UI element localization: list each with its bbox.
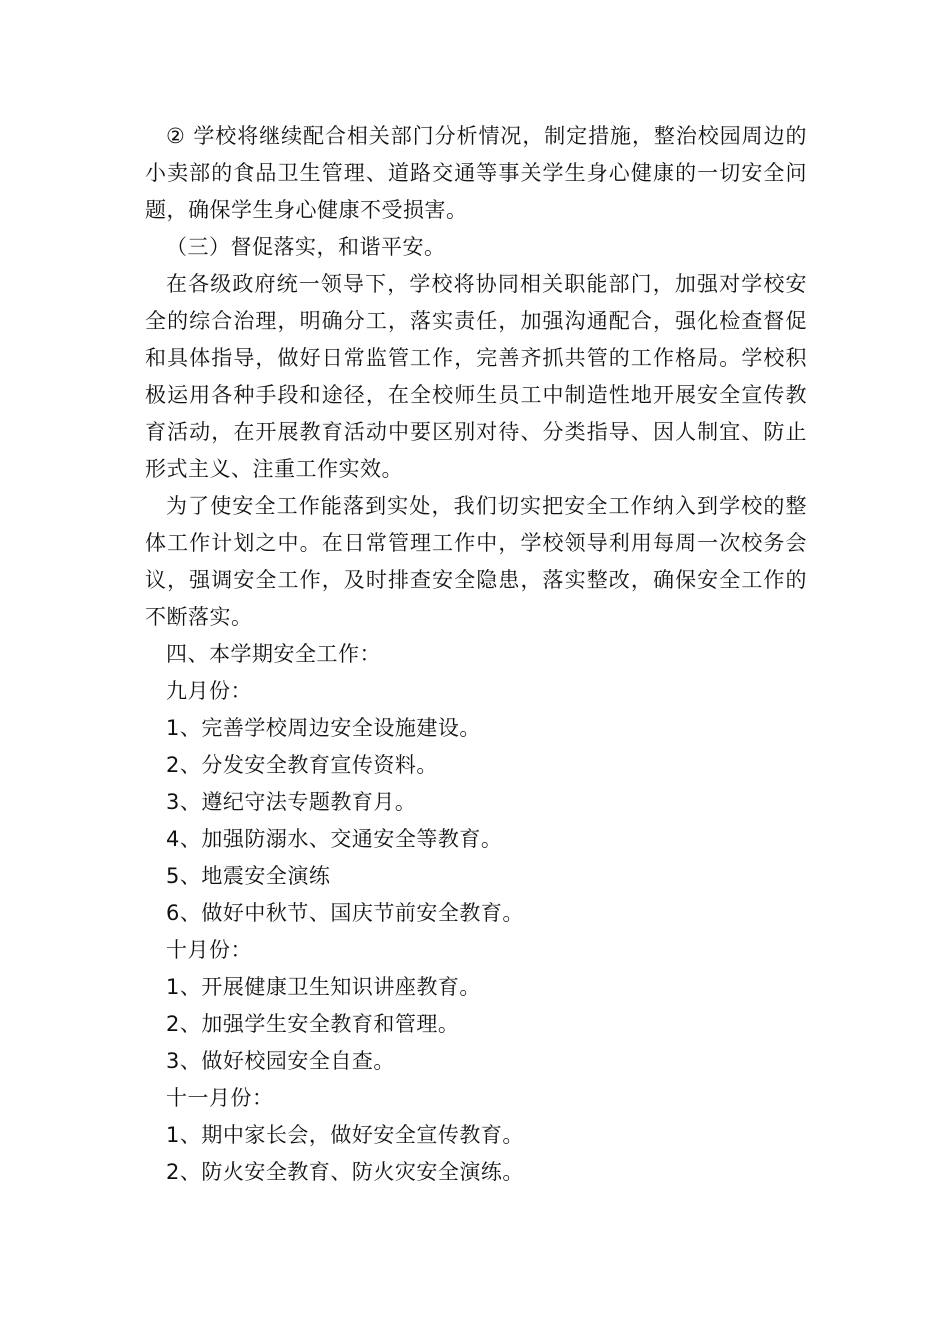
month-label-october: 十月份： (166, 938, 252, 962)
list-item: 2、加强学生安全教育和管理。 (166, 1012, 460, 1036)
paragraph-implementation: 为了使安全工作能落到实处，我们切实把安全工作纳入到学校的整体工作计划之中。在日常管理工作中，学校领导利用每周一次校务会议，强调安全工作，及时排查安全隐患，落实整改，确保安全工作的不断落实。 (145, 494, 807, 629)
list-item: 3、遵纪守法专题教育月。 (166, 790, 417, 814)
subheading-supervise: （三）督促落实，和谐平安。 (166, 235, 446, 259)
document-body (145, 118, 807, 1191)
list-item: 6、做好中秋节、国庆节前安全教育。 (166, 901, 524, 925)
list-item: 3、做好校园安全自查。 (166, 1049, 395, 1073)
list-item: 1、开展健康卫生知识讲座教育。 (166, 975, 481, 999)
paragraph-campus-surroundings: ② 学校将继续配合相关部门分析情况，制定措施，整治校园周边的小卖部的食品卫生管理、道路交通等事关学生身心健康的一切安全问题，确保学生身心健康不受损害。 (145, 124, 807, 222)
month-label-november: 十一月份： (166, 1086, 274, 1110)
paragraph-governance: 在各级政府统一领导下，学校将协同相关职能部门，加强对学校安全的综合治理，明确分工，落实责任，加强沟通配合，强化检查督促和具体指导，做好日常监管工作，完善齐抓共管的工作格局。学校积极运用各种手段和途径，在全校师生员工中制造性地开展安全宣传教育活动，在开展教育活动中要区别对待、分类指导、因人制宜、防止形式主义、注重工作实效。 (145, 272, 807, 481)
list-item: 5、地震安全演练 (166, 864, 331, 888)
month-label-september: 九月份： (166, 679, 252, 703)
list-item: 2、分发安全教育宣传资料。 (166, 753, 438, 777)
list-item: 1、期中家长会，做好安全宣传教育。 (166, 1123, 524, 1147)
list-item: 1、完善学校周边安全设施建设。 (166, 716, 481, 740)
section-heading: 四、本学期安全工作： (166, 642, 381, 666)
list-item: 4、加强防溺水、交通安全等教育。 (166, 827, 503, 851)
list-item: 2、防火安全教育、防火灾安全演练。 (166, 1160, 524, 1184)
